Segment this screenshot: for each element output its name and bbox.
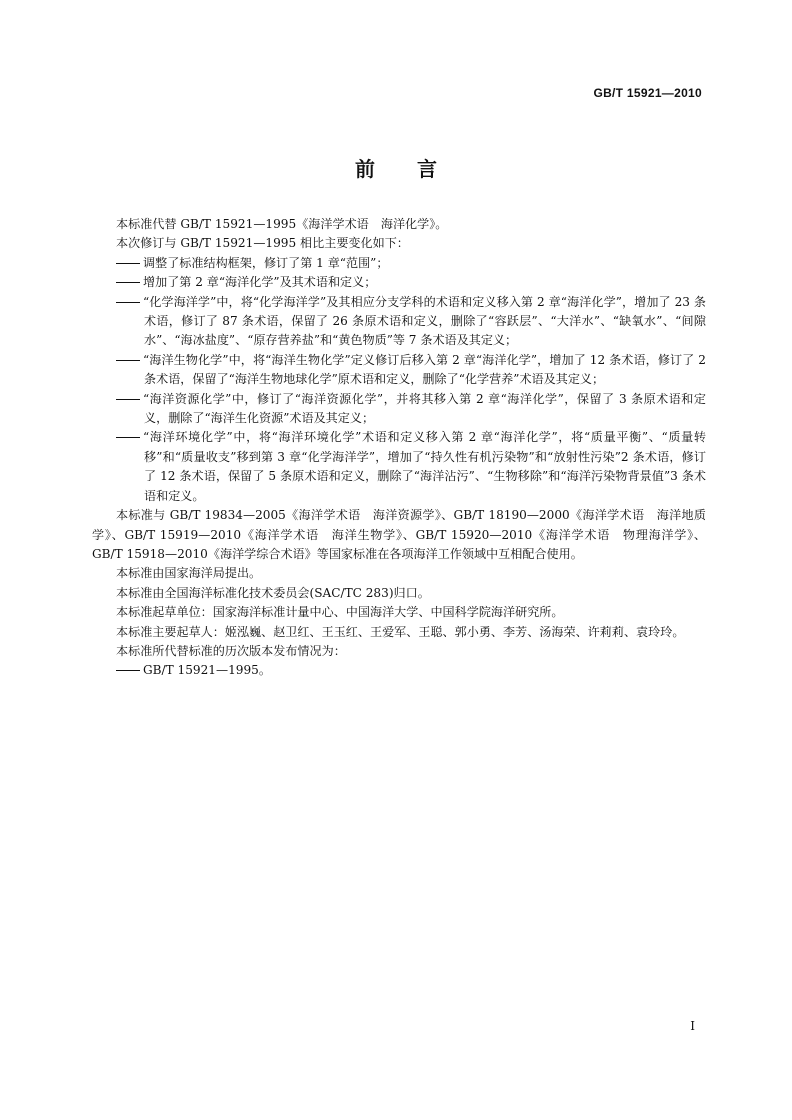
dash-mark	[116, 437, 140, 438]
changes-intro: 本次修订与 GB/T 15921—1995 相比主要变化如下：	[116, 236, 409, 251]
foreword-body	[92, 215, 706, 681]
change-item	[92, 293, 706, 351]
dash-mark	[116, 670, 140, 671]
dash-mark	[116, 399, 140, 400]
dash-mark	[116, 302, 140, 303]
change-item-text: 增加了第 2 章“海洋化学”及其术语和定义；	[143, 275, 377, 290]
change-item	[92, 254, 706, 273]
change-item-text: “海洋环境化学”中，将“海洋环境化学”术语和定义移入第 2 章“海洋化学”，将“质量平衡”、“质量转移”和“质量收支”移到第 3 章“化学海洋学”，增加了“持久性有机污染物”和“放射性污染”2 条术语，修订了 12 条术语，保留了 5 条原术语和定义，删除了“海洋沾污”、“生物移除”和“海洋污染物背景值”3 条术语和定义。	[143, 430, 706, 503]
dash-mark	[116, 282, 140, 283]
change-item-text: 调整了标准结构框架，修订了第 1 章“范围”；	[143, 255, 389, 270]
change-item	[92, 351, 706, 390]
dash-mark	[116, 263, 140, 264]
drafters: 本标准主要起草人：姬泓巍、赵卫红、王玉红、王爱军、王聪、郭小勇、李芳、汤海荣、许莉莉、袁玲玲。	[116, 624, 685, 639]
related-standards: 本标准与 GB/T 19834—2005《海洋学术语 海洋资源学》、GB/T 18190—2000《海洋学术语 海洋地质学》、GB/T 15919—2010《海洋学术语 海洋生物学》、GB/T 15920—2010《海洋学术语 物理海洋学》、GB/T 15918—2010《海洋学综合术语》等国家标准在各项海洋工作领域中互相配合使用。	[92, 508, 706, 561]
standard-code: GB/T 15921—2010	[593, 86, 702, 100]
change-item	[92, 273, 706, 292]
dash-mark	[116, 360, 140, 361]
centralized-by-statement: 本标准由全国海洋标准化技术委员会(SAC/TC 283)归口。	[116, 585, 430, 600]
history-item	[92, 661, 706, 680]
drafting-units: 本标准起草单位：国家海洋标准计量中心、中国海洋大学、中国科学院海洋研究所。	[116, 605, 564, 620]
history-item-text: GB/T 15921—1995。	[143, 663, 271, 678]
page-number: I	[690, 1019, 695, 1033]
change-item	[92, 390, 706, 429]
change-item-text: “海洋资源化学”中，修订了“海洋资源化学”，并将其移入第 2 章“海洋化学”，保留了 3 条原术语和定义，删除了“海洋生化资源”术语及其定义；	[143, 391, 706, 426]
page-title: 前言	[355, 157, 479, 181]
history-intro: 本标准所代替标准的历次版本发布情况为：	[116, 643, 346, 658]
change-item-text: “化学海洋学”中，将“化学海洋学”及其相应分支学科的术语和定义移入第 2 章“海洋化学”，增加了 23 条术语，修订了 87 条术语，保留了 26 条原术语和定义，删除了“容跃层”、“大洋水”、“缺氧水”、“间隙水”、“海冰盐度”、“原存营养盐”和“黄色物质”等 7 条术语及其定义；	[143, 294, 706, 348]
proposer-statement: 本标准由国家海洋局提出。	[116, 566, 262, 581]
change-item-text: “海洋生物化学”中，将“海洋生物化学”定义修订后移入第 2 章“海洋化学”，增加了 12 条术语，修订了 2 条术语，保留了“海洋生物地球化学”原术语和定义，删除了“化学营养”术语及其定义；	[143, 352, 706, 387]
change-item	[92, 428, 706, 506]
replacement-statement: 本标准代替 GB/T 15921—1995《海洋学术语 海洋化学》。	[116, 217, 448, 231]
